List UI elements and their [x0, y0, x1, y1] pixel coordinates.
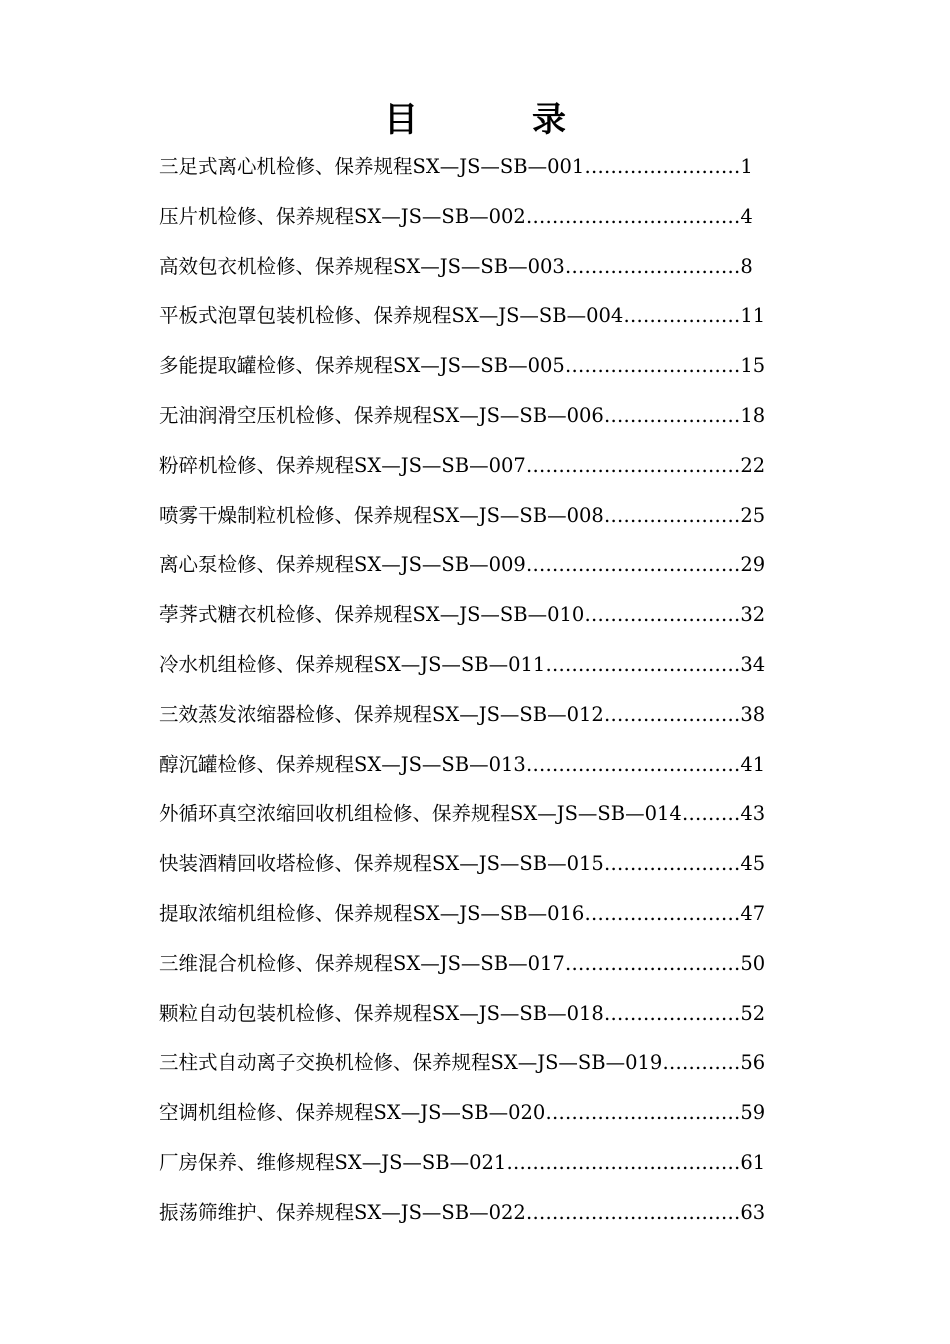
- toc-entry: [159, 598, 859, 648]
- entry-code: SX—JS—SB—007: [354, 453, 526, 477]
- entry-title: 喷雾干燥制粒机检修、保养规程: [159, 503, 433, 527]
- toc-entry: [159, 997, 859, 1047]
- entry-title: 荸荠式糖衣机检修、保养规程: [159, 603, 413, 627]
- toc-list: [159, 150, 859, 1246]
- entry-title: 压片机检修、保养规程: [159, 204, 355, 228]
- entry-code: SX—JS—SB—015: [432, 852, 604, 876]
- toc-entry: [159, 897, 859, 947]
- toc-entry: [159, 748, 859, 798]
- entry-leader: ………………………………: [506, 1150, 741, 1174]
- entry-page: 8: [740, 254, 753, 278]
- entry-leader: ……………………………: [525, 553, 741, 577]
- toc-entry: [159, 847, 859, 897]
- entry-code: SX—JS—SB—004: [451, 304, 624, 328]
- toc-entry: [159, 797, 859, 847]
- entry-title: 粉碎机检修、保养规程: [159, 453, 355, 477]
- entry-code: SX—JS—SB—016: [412, 901, 585, 925]
- toc-entry: [159, 499, 859, 549]
- entry-page: 47: [740, 901, 766, 925]
- entry-code: SX—JS—SB—017: [393, 951, 565, 975]
- entry-leader: ……………………: [584, 155, 741, 178]
- entry-leader: ……………………………: [525, 1200, 741, 1224]
- entry-page: 43: [740, 802, 766, 826]
- entry-code: SX—JS—SB—009: [354, 553, 526, 577]
- entry-leader: ………: [681, 802, 741, 826]
- entry-code: SX—JS—SB—010: [412, 603, 585, 627]
- toc-entry: [159, 1096, 859, 1146]
- entry-leader: ……………………………: [525, 752, 741, 776]
- entry-code: SX—JS—SB—014: [510, 802, 682, 826]
- entry-code: SX—JS—SB—002: [354, 204, 526, 228]
- entry-code: SX—JS—SB—011: [373, 652, 546, 676]
- entry-page: 50: [740, 951, 766, 975]
- entry-page: 32: [740, 603, 766, 627]
- entry-leader: …………………: [603, 1001, 741, 1025]
- toc-entry: [159, 200, 859, 250]
- entry-code: SX—JS—SB—018: [432, 1001, 604, 1025]
- entry-title: 外循环真空浓缩回收机组检修、保养规程: [159, 802, 511, 826]
- entry-page: 59: [740, 1101, 766, 1125]
- entry-leader: ……………………: [584, 901, 741, 925]
- entry-code: SX—JS—SB—006: [432, 403, 604, 427]
- entry-page: 61: [740, 1150, 766, 1174]
- entry-page: 38: [740, 702, 766, 726]
- entry-title: 平板式泡罩包装机检修、保养规程: [159, 304, 452, 328]
- entry-title: 快装酒精回收塔检修、保养规程: [159, 852, 433, 876]
- entry-page: 56: [740, 1051, 766, 1075]
- toc-entry: [159, 250, 859, 300]
- entry-title: 三效蒸发浓缩器检修、保养规程: [159, 702, 433, 726]
- entry-code: SX—JS—SB—005: [393, 354, 565, 378]
- entry-code: SX—JS—SB—020: [373, 1101, 546, 1125]
- entry-title: 三柱式自动离子交换机检修、保养规程: [159, 1051, 491, 1075]
- entry-page: 15: [740, 354, 766, 378]
- toc-entry: [159, 947, 859, 997]
- entry-leader: …………………: [603, 403, 741, 427]
- entry-leader: …………………………: [545, 652, 741, 676]
- toc-entry: [159, 449, 859, 499]
- entry-leader: …………………: [603, 503, 741, 527]
- entry-title: 提取浓缩机组检修、保养规程: [159, 901, 413, 925]
- toc-entry: [159, 1196, 859, 1246]
- entry-code: SX—JS—SB—022: [354, 1200, 526, 1224]
- entry-code: SX—JS—SB—008: [432, 503, 604, 527]
- entry-page: 41: [740, 752, 766, 776]
- entry-leader: ……………………………: [525, 453, 741, 477]
- entry-page: 34: [740, 652, 766, 676]
- entry-page: 4: [740, 204, 753, 228]
- entry-title: 颗粒自动包装机检修、保养规程: [159, 1001, 433, 1025]
- entry-leader: …………………: [603, 702, 741, 726]
- toc-entry: [159, 548, 859, 598]
- entry-page: 25: [740, 503, 766, 527]
- entry-code: SX—JS—SB—012: [432, 702, 604, 726]
- entry-title: 高效包衣机检修、保养规程: [159, 254, 394, 278]
- entry-page: 11: [740, 304, 766, 328]
- toc-entry: [159, 698, 859, 748]
- entry-title: 醇沉罐检修、保养规程: [159, 752, 355, 776]
- entry-code: SX—JS—SB—001: [412, 155, 585, 178]
- entry-leader: ……………………: [584, 603, 741, 627]
- entry-title: 离心泵检修、保养规程: [159, 553, 355, 577]
- entry-title: 三维混合机检修、保养规程: [159, 951, 394, 975]
- entry-title: 三足式离心机检修、保养规程: [159, 155, 413, 178]
- toc-entry: [159, 150, 859, 200]
- toc-entry: [159, 299, 859, 349]
- entry-title: 空调机组检修、保养规程: [159, 1101, 374, 1125]
- entry-page: 22: [740, 453, 766, 477]
- toc-entry: [159, 648, 859, 698]
- toc-entry: [159, 1146, 859, 1196]
- entry-code: SX—JS—SB—021: [334, 1150, 507, 1174]
- entry-code: SX—JS—SB—019: [490, 1051, 663, 1075]
- entry-page: 52: [740, 1001, 766, 1025]
- entry-code: SX—JS—SB—013: [354, 752, 526, 776]
- entry-page: 63: [740, 1200, 766, 1224]
- entry-title: 振荡筛维护、保养规程: [159, 1200, 355, 1224]
- entry-leader: …………………: [603, 852, 741, 876]
- toc-title: 目 录: [384, 100, 606, 140]
- toc-entry: [159, 1046, 859, 1096]
- entry-title: 无油润滑空压机检修、保养规程: [159, 403, 433, 427]
- entry-leader: ………………………: [564, 254, 741, 278]
- entry-page: 1: [740, 155, 753, 178]
- entry-page: 29: [740, 553, 766, 577]
- entry-code: SX—JS—SB—003: [393, 254, 565, 278]
- toc-entry: [159, 399, 859, 449]
- entry-leader: ………………: [623, 304, 741, 328]
- entry-leader: ………………………: [564, 354, 741, 378]
- entry-title: 多能提取罐检修、保养规程: [159, 354, 394, 378]
- entry-leader: ……………………………: [525, 204, 741, 228]
- entry-title: 厂房保养、维修规程: [159, 1150, 335, 1174]
- entry-title: 冷水机组检修、保养规程: [159, 652, 374, 676]
- toc-entry: [159, 349, 859, 399]
- entry-leader: …………………………: [545, 1101, 741, 1125]
- entry-leader: …………: [662, 1051, 741, 1075]
- entry-leader: ………………………: [564, 951, 741, 975]
- entry-page: 45: [740, 852, 766, 876]
- entry-page: 18: [740, 403, 766, 427]
